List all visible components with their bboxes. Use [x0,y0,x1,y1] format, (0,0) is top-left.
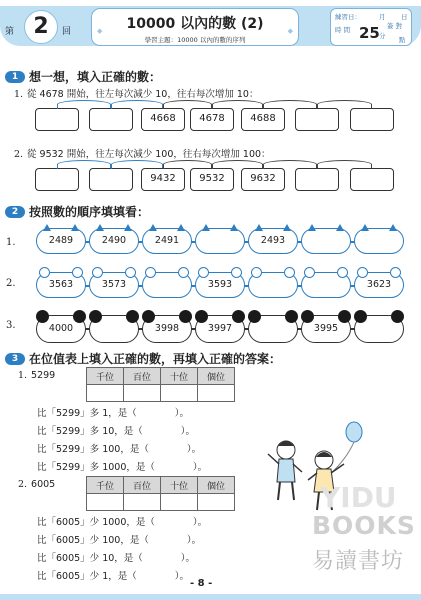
hundreds-header: 百位 [124,477,161,494]
answer-box[interactable] [295,168,339,191]
bear-ear-icon [145,267,156,278]
bear-face-blank[interactable] [142,272,192,298]
cat-face-blank[interactable] [301,228,351,254]
lesson-suffix: 回 [62,27,72,37]
minutes-unit: 分 [379,32,386,40]
cat-face-number [248,228,298,254]
face-value: 4000 [48,323,74,334]
tens-header: 十位 [161,368,198,385]
practice-date-label: 練習日： [335,13,361,21]
answer-box[interactable] [295,108,339,131]
cat-ear-icon [124,224,132,231]
cat-face-number [142,228,192,254]
cat-ear-icon [96,224,104,231]
page-number: - 8 - [190,578,213,589]
table-cell[interactable] [161,494,198,511]
minutes-value: 25 [359,24,380,42]
section-badge: 3 [5,353,25,365]
answer-line: 比「6005」少 100，是（ ）。 [37,535,202,546]
face-value: 2491 [154,235,180,246]
table-cell[interactable] [161,385,198,402]
answer-line: 比「5299」多 1000，是（ ）。 [37,462,208,473]
panda-ear-icon [232,310,245,323]
bear-face-number [36,272,86,298]
answer-box[interactable] [89,168,133,191]
answer-box[interactable] [35,108,79,131]
table-cell[interactable] [87,494,124,511]
bear-ear-icon [337,267,348,278]
cat-ear-icon [389,224,397,231]
cat-ear-icon [202,224,210,231]
watermark-chinese: 易讀書坊 [312,549,405,574]
lesson-prefix: 第 [5,27,15,37]
section-title: 按照數的順序填填看： [29,205,150,219]
signature-label: 簽 對 [387,22,403,30]
panda-ear-icon [248,310,261,323]
question-number: 1. [14,89,24,100]
answer-box[interactable] [350,168,394,191]
tens-header: 十位 [161,477,198,494]
panda-ear-icon [142,310,155,323]
section-badge: 1 [5,71,25,83]
face-value: 2489 [48,235,74,246]
section-2-heading [5,203,149,220]
hundreds-header: 百位 [124,368,161,385]
cat-ear-icon [43,224,51,231]
section-3-heading [5,350,281,367]
cat-ear-icon [336,224,344,231]
bear-face-blank[interactable] [248,272,298,298]
question-1-1 [14,86,258,100]
answer-box[interactable] [35,168,79,191]
answer-line: 比「6005」少 1，是（ ）。 [37,571,189,582]
cat-ear-icon [149,224,157,231]
question-text: 從 9532 開始，往左每次減少 100，往右每次增加 100： [27,149,271,160]
table-cell[interactable] [198,385,235,402]
place-value-table [86,367,235,402]
watermark-logo-text: YIDU [320,481,397,514]
day-label: 日 [401,13,408,21]
cat-ear-icon [283,224,291,231]
panda-face-number [142,315,192,343]
cat-face-number [89,228,139,254]
face-value: 3997 [207,323,233,334]
table-cell[interactable] [198,494,235,511]
table-cell[interactable] [87,385,124,402]
bear-ear-icon [304,267,315,278]
cat-ear-icon [361,224,369,231]
page-header [0,0,421,60]
number-box: 9432 [141,168,185,191]
answer-line: 比「6005」少 1000，是（ ）。 [37,517,208,528]
answer-box[interactable] [89,108,133,131]
question-number-value: 6005 [31,479,56,490]
bear-face-blank[interactable] [301,272,351,298]
place-value-table [86,476,235,511]
answer-line: 比「5299」多 10，是（ ）。 [37,426,196,437]
number-box: 9632 [241,168,285,191]
panda-ear-icon [126,310,139,323]
bear-face-number [195,272,245,298]
ones-header: 個位 [198,368,235,385]
panda-face-number [36,315,86,343]
bear-ear-icon [178,267,189,278]
number-box: 4678 [190,108,234,131]
cat-ear-icon [71,224,79,231]
face-value: 3623 [366,279,392,290]
table-question-2 [18,479,55,490]
info-box [330,8,412,46]
section-1-heading [5,68,161,85]
time-label: 時 間 [335,26,351,34]
table-cell[interactable] [124,494,161,511]
points-unit: 點 [399,36,406,44]
panda-ear-icon [391,310,404,323]
cat-face-blank[interactable] [354,228,404,254]
face-value: 3998 [154,323,180,334]
bear-ear-icon [390,267,401,278]
question-1-2 [14,146,271,160]
question-text: 從 4678 開始，往左每次減少 10，往右每次增加 10： [27,89,259,100]
page-subtitle: 學習主題：10000 以內的數的序列 [144,36,246,44]
question-number: 1. [18,370,28,381]
answer-line: 比「6005」少 10，是（ ）。 [37,553,196,564]
row-number: 2. [6,278,16,289]
panda-ear-icon [195,310,208,323]
month-label: 月 [379,13,386,21]
bear-ear-icon [284,267,295,278]
answer-line: 比「5299」多 1，是（ ）。 [37,408,189,419]
bear-face-number [354,272,404,298]
question-number-value: 5299 [31,370,56,381]
row-number: 1. [6,237,16,248]
face-value: 3563 [48,279,74,290]
section-title: 想一想，填入正確的數： [29,70,162,84]
question-number: 2. [18,479,28,490]
title-box [91,8,299,46]
thousands-header: 千位 [87,477,124,494]
panda-ear-icon [36,310,49,323]
cat-ear-icon [255,224,263,231]
answer-box[interactable] [350,108,394,131]
panda-ear-icon [73,310,86,323]
cat-ear-icon [308,224,316,231]
panda-face-blank[interactable] [354,315,404,343]
bear-face-number [89,272,139,298]
section-title: 在位值表上填入正確的數，再填入正確的答案： [29,352,282,366]
diamond-icon: ◆ [97,27,103,35]
panda-ear-icon [179,310,192,323]
panda-face-number [195,315,245,343]
face-value: 3573 [101,279,127,290]
bear-ear-icon [357,267,368,278]
face-value: 3593 [207,279,233,290]
number-box: 4668 [141,108,185,131]
table-question-1 [18,370,55,381]
panda-face-number [301,315,351,343]
number-box: 4688 [241,108,285,131]
cat-ear-icon [230,224,238,231]
bear-ear-icon [198,267,209,278]
bear-ear-icon [39,267,50,278]
face-value: 2493 [260,235,286,246]
page-title: 10000 以內的數 (2) [126,16,264,32]
thousands-header: 千位 [87,368,124,385]
section-badge: 2 [5,206,25,218]
panda-ear-icon [301,310,314,323]
lesson-number-badge: 2 [24,10,58,44]
bear-ear-icon [231,267,242,278]
panda-face-blank[interactable] [89,315,139,343]
bear-ear-icon [72,267,83,278]
table-cell[interactable] [124,385,161,402]
panda-face-blank[interactable] [248,315,298,343]
row-number: 3. [6,320,16,331]
number-box: 9532 [190,168,234,191]
cat-face-blank[interactable] [195,228,245,254]
ones-header: 個位 [198,477,235,494]
cat-face-number [36,228,86,254]
bear-ear-icon [92,267,103,278]
watermark-brand: BOOKS [312,511,416,540]
bear-ear-icon [125,267,136,278]
face-value: 2490 [101,235,127,246]
cat-ear-icon [177,224,185,231]
answer-line: 比「5299」多 100，是（ ）。 [37,444,202,455]
panda-ear-icon [285,310,298,323]
question-number: 2. [14,149,24,160]
bear-ear-icon [251,267,262,278]
footer-band [0,594,421,600]
face-value: 3995 [313,323,339,334]
panda-ear-icon [354,310,367,323]
panda-ear-icon [89,310,102,323]
panda-ear-icon [338,310,351,323]
diamond-icon: ◆ [287,27,293,35]
